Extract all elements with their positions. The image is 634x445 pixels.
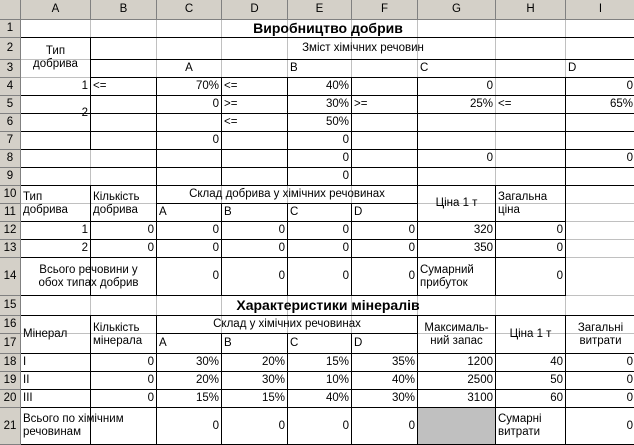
cell-e4[interactable]: 40% (325, 80, 349, 92)
cell-d11[interactable]: B (224, 206, 232, 218)
cell-c5[interactable]: 0 (212, 98, 219, 110)
cell-c10[interactable]: Склад добрива у хімічних речовинах (189, 188, 385, 200)
cell-d17[interactable]: B (224, 337, 232, 349)
row-header-18[interactable]: 18 (0, 354, 21, 372)
cell-b3[interactable]: A (185, 62, 193, 74)
row-header-4[interactable]: 4 (0, 78, 21, 96)
cell-f20[interactable]: 30% (391, 392, 415, 404)
cell-c20[interactable]: 15% (195, 392, 219, 404)
cell-e6[interactable]: 50% (325, 116, 349, 128)
cell-h10[interactable]: Загальна ціна (498, 190, 548, 216)
cell-g8[interactable]: 0 (486, 152, 493, 164)
row-header-12[interactable]: 12 (0, 222, 21, 240)
cell-a20[interactable]: III (23, 392, 33, 404)
table-border (565, 185, 566, 296)
row-header-13[interactable]: 13 (0, 240, 21, 258)
cell-title2[interactable]: Характеристики мінералів (236, 297, 420, 313)
cell-c4[interactable]: 70% (195, 80, 219, 92)
cell-a12[interactable]: 1 (81, 224, 88, 236)
cell-i16[interactable]: Загальні витрати (577, 321, 624, 347)
cell-c12[interactable]: 0 (212, 224, 219, 236)
cell-f21[interactable]: 0 (408, 419, 415, 432)
row-header-11[interactable]: 11 (0, 204, 21, 222)
cell-i3[interactable]: D (568, 62, 577, 74)
cell-d13[interactable]: 0 (278, 242, 285, 254)
cell-b10[interactable]: Кількість добрива (93, 190, 140, 216)
cell-i4[interactable]: 0 (626, 80, 633, 92)
column-header-f[interactable]: F (352, 0, 418, 20)
cell-d14[interactable]: 0 (278, 270, 285, 282)
cell-g10[interactable]: Ціна 1 т (435, 197, 478, 209)
cell-a10[interactable]: Тип добрива (23, 190, 68, 216)
cell-f14[interactable]: 0 (408, 270, 415, 282)
cell-i19[interactable]: 0 (626, 374, 633, 386)
cell-a14[interactable]: Всього речовини у обох типах добрив (38, 263, 139, 289)
cell-a2[interactable]: Тип добрива (33, 44, 78, 70)
cell-a5[interactable]: 2 (81, 107, 88, 119)
cell-i18[interactable]: 0 (626, 356, 633, 368)
column-header-d[interactable]: D (222, 0, 288, 20)
cell-c13[interactable]: 0 (212, 242, 219, 254)
row-header-9[interactable]: 9 (0, 168, 21, 186)
cell-e3[interactable]: B (290, 62, 298, 74)
row-header-20[interactable]: 20 (0, 390, 21, 408)
cell-a18[interactable]: I (23, 356, 27, 368)
cell-e21[interactable]: 0 (342, 419, 349, 432)
cell-d5[interactable]: >= (224, 98, 238, 110)
cell-a13[interactable]: 2 (81, 242, 88, 254)
cell-b13[interactable]: 0 (147, 242, 154, 254)
row-header-21[interactable]: 21 (0, 408, 21, 445)
column-header-c[interactable]: C (157, 0, 222, 20)
column-header-e[interactable]: E (288, 0, 352, 20)
cell-c11[interactable]: A (159, 206, 167, 218)
cell-c7[interactable]: 0 (212, 134, 219, 146)
table-border (351, 77, 352, 186)
cell-c16[interactable]: Склад у хімічних речовинах (213, 318, 361, 330)
row-header-7[interactable]: 7 (0, 132, 21, 150)
cell-d21[interactable]: 0 (278, 419, 285, 432)
cell-c17[interactable]: A (159, 337, 167, 349)
cell-h19[interactable]: 50 (550, 374, 563, 386)
cell-c19[interactable]: 20% (195, 374, 219, 386)
cell-g14[interactable]: Сумарний прибуток (420, 263, 474, 289)
cell-g13[interactable]: 350 (473, 242, 493, 254)
row-header-5[interactable]: 5 (0, 96, 21, 114)
cell-f5[interactable]: >= (354, 98, 368, 110)
cell-g16[interactable]: Максималь- ний запас (424, 321, 489, 347)
cell-e14[interactable]: 0 (342, 270, 349, 282)
cell-a4[interactable]: 1 (81, 80, 88, 92)
cell-e17[interactable]: C (290, 337, 299, 349)
cell-e9[interactable]: 0 (342, 170, 349, 182)
cell-i8[interactable]: 0 (626, 152, 633, 164)
cell-h16[interactable]: Ціна 1 т (509, 328, 552, 340)
cell-c14[interactable]: 0 (212, 270, 219, 282)
cell-h20[interactable]: 60 (550, 392, 563, 404)
row-header-1[interactable]: 1 (0, 20, 21, 38)
cell-f18[interactable]: 35% (391, 356, 415, 368)
cell-f13[interactable]: 0 (408, 242, 415, 254)
column-header-h[interactable]: H (496, 0, 566, 20)
cell-f19[interactable]: 40% (391, 374, 415, 386)
cell-b16[interactable]: Кількість мінерала (93, 321, 143, 347)
cell-h14[interactable]: 0 (556, 270, 563, 282)
row-header-2[interactable]: 2 (0, 38, 21, 60)
column-header-b[interactable]: B (91, 0, 157, 20)
cell-b20[interactable]: 0 (147, 392, 154, 404)
cell-g12[interactable]: 320 (473, 224, 493, 236)
cell-d12[interactable]: 0 (278, 224, 285, 236)
cell-e7[interactable]: 0 (342, 134, 349, 146)
cell-a19[interactable]: II (23, 374, 30, 386)
row-header-6[interactable]: 6 (0, 114, 21, 132)
cell-g5[interactable]: 25% (469, 98, 493, 110)
cell-i20[interactable]: 0 (626, 392, 633, 404)
cell-g3[interactable]: C (420, 62, 429, 74)
cell-d20[interactable]: 15% (261, 392, 285, 404)
cell-e19[interactable]: 10% (325, 374, 349, 386)
cell-b4[interactable]: <= (93, 80, 107, 92)
cell-e12[interactable]: 0 (342, 224, 349, 236)
cell-title1[interactable]: Виробництво добрив (253, 20, 403, 36)
cell-f11[interactable]: D (354, 206, 363, 218)
row-header-14[interactable]: 14 (0, 258, 21, 296)
cell-h5[interactable]: <= (498, 98, 512, 110)
cell-c18[interactable]: 30% (195, 356, 219, 368)
row-header-17[interactable]: 17 (0, 334, 21, 354)
cell-f12[interactable]: 0 (408, 224, 415, 236)
cell-e8[interactable]: 0 (342, 152, 349, 164)
column-header-i[interactable]: I (566, 0, 634, 20)
cell-e18[interactable]: 15% (325, 356, 349, 368)
cell-h21[interactable]: Сумарні витрати (498, 413, 542, 438)
cell-b12[interactable]: 0 (147, 224, 154, 236)
select-all-corner[interactable] (0, 0, 21, 20)
cell-f17[interactable]: D (354, 337, 363, 349)
cell-e5[interactable]: 30% (325, 98, 349, 110)
cell-e20[interactable]: 40% (325, 392, 349, 404)
cell-g4[interactable]: 0 (486, 80, 493, 92)
cell-d6[interactable]: <= (224, 116, 238, 128)
cell-c2[interactable]: Зміст хімічних речовин (302, 42, 424, 54)
cell-g18[interactable]: 1200 (467, 356, 493, 368)
cell-a21[interactable]: Всього по хімічним речовинам (23, 413, 124, 438)
row-header-19[interactable]: 19 (0, 372, 21, 390)
cell-c21[interactable]: 0 (212, 419, 219, 432)
cell-h13[interactable]: 0 (556, 242, 563, 254)
row-header-8[interactable]: 8 (0, 150, 21, 168)
column-header-a[interactable]: A (21, 0, 91, 20)
cell-i5[interactable]: 65% (609, 98, 633, 110)
shaded-cell-g21 (418, 408, 495, 444)
cell-d4[interactable]: <= (224, 80, 238, 92)
cell-b18[interactable]: 0 (147, 356, 154, 368)
cell-h18[interactable]: 40 (550, 356, 563, 368)
cell-g19[interactable]: 2500 (467, 374, 493, 386)
cell-h12[interactable]: 0 (556, 224, 563, 236)
cell-e13[interactable]: 0 (342, 242, 349, 254)
cell-a16[interactable]: Мінерал (23, 328, 68, 340)
row-header-10[interactable]: 10 (0, 186, 21, 204)
cell-b19[interactable]: 0 (147, 374, 154, 386)
cell-g20[interactable]: 3100 (467, 392, 493, 404)
cell-d19[interactable]: 30% (261, 374, 285, 386)
cell-e11[interactable]: C (290, 206, 299, 218)
cell-i21[interactable]: 0 (626, 419, 633, 432)
column-header-g[interactable]: G (418, 0, 496, 20)
row-header-3[interactable]: 3 (0, 60, 21, 78)
row-header-15[interactable]: 15 (0, 296, 21, 316)
row-header-16[interactable]: 16 (0, 316, 21, 334)
cell-d18[interactable]: 20% (261, 356, 285, 368)
